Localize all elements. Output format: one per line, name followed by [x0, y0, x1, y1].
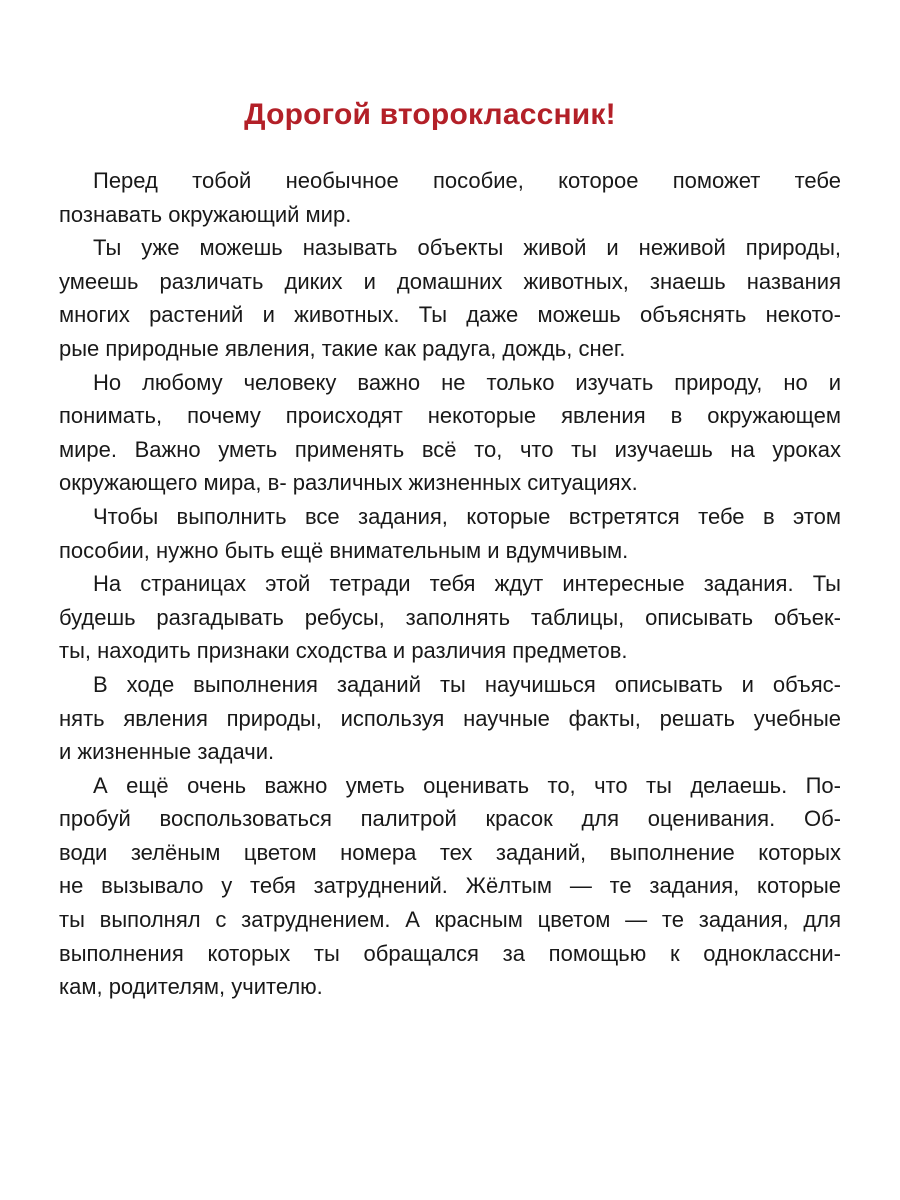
text-line: пособии, нужно быть ещё внимательным и вдумчивым.	[59, 537, 629, 563]
text-line: познавать окружающий мир.	[59, 201, 352, 227]
text-line: Перед тобой необычное пособие, которое поможет тебе	[93, 168, 841, 193]
text-line: В ходе выполнения заданий ты научишься описывать и объяс-	[93, 671, 841, 697]
paragraph	[59, 500, 841, 567]
paragraph	[59, 231, 841, 365]
text-line: ты, находить признаки сходства и различия предметов.	[59, 638, 628, 664]
text-line: нять явления природы, используя научные факты, решать учебные	[59, 705, 841, 731]
paragraph	[59, 769, 841, 1004]
text-line: многих растений и животных. Ты даже можешь объяснять некото-	[59, 302, 841, 328]
text-line: и жизненные задачи.	[59, 739, 275, 765]
text-line: А ещё очень важно уметь оценивать то, что ты делаешь. По-	[93, 772, 841, 798]
text-line: выполнения которых ты обращался за помощью к одноклассни-	[59, 940, 841, 966]
text-line: не вызывало у тебя затруднений. Жёлтым — те задания, которые	[59, 873, 841, 899]
paragraph	[59, 366, 841, 500]
paragraph	[59, 164, 841, 231]
text-line: понимать, почему происходят некоторые явления в окружающем	[59, 403, 841, 429]
text-line: На страницах этой тетради тебя ждут интересные задания. Ты	[93, 571, 841, 597]
text-line: ты выполнял с затруднением. А красным цветом — те задания, для	[59, 907, 841, 933]
text-line: Но любому человеку важно не только изучать природу, но и	[93, 369, 841, 395]
body-text	[59, 164, 841, 1004]
text-line: мире. Важно уметь применять всё то, что ты изучаешь на уроках	[59, 436, 841, 462]
text-line: будешь разгадывать ребусы, заполнять таблицы, описывать объек-	[59, 604, 841, 630]
paragraph	[59, 567, 841, 668]
text-line: кам, родителям, учителю.	[59, 974, 323, 1000]
page-title: Дорогой второклассник!	[244, 98, 616, 131]
text-line: Чтобы выполнить все задания, которые встретятся тебе в этом	[93, 503, 841, 529]
paragraph	[59, 668, 841, 769]
text-line: окружающего мира, в- различных жизненных ситуациях.	[59, 470, 638, 496]
text-line: умеешь различать диких и домашних животных, знаешь названия	[59, 268, 841, 294]
text-line: води зелёным цветом номера тех заданий, выполнение которых	[59, 839, 841, 865]
text-line: рые природные явления, такие как радуга, дождь, снег.	[59, 335, 626, 361]
text-line: Ты уже можешь называть объекты живой и неживой природы,	[93, 235, 841, 261]
text-line: пробуй воспользоваться палитрой красок для оценивания. Об-	[59, 806, 841, 832]
